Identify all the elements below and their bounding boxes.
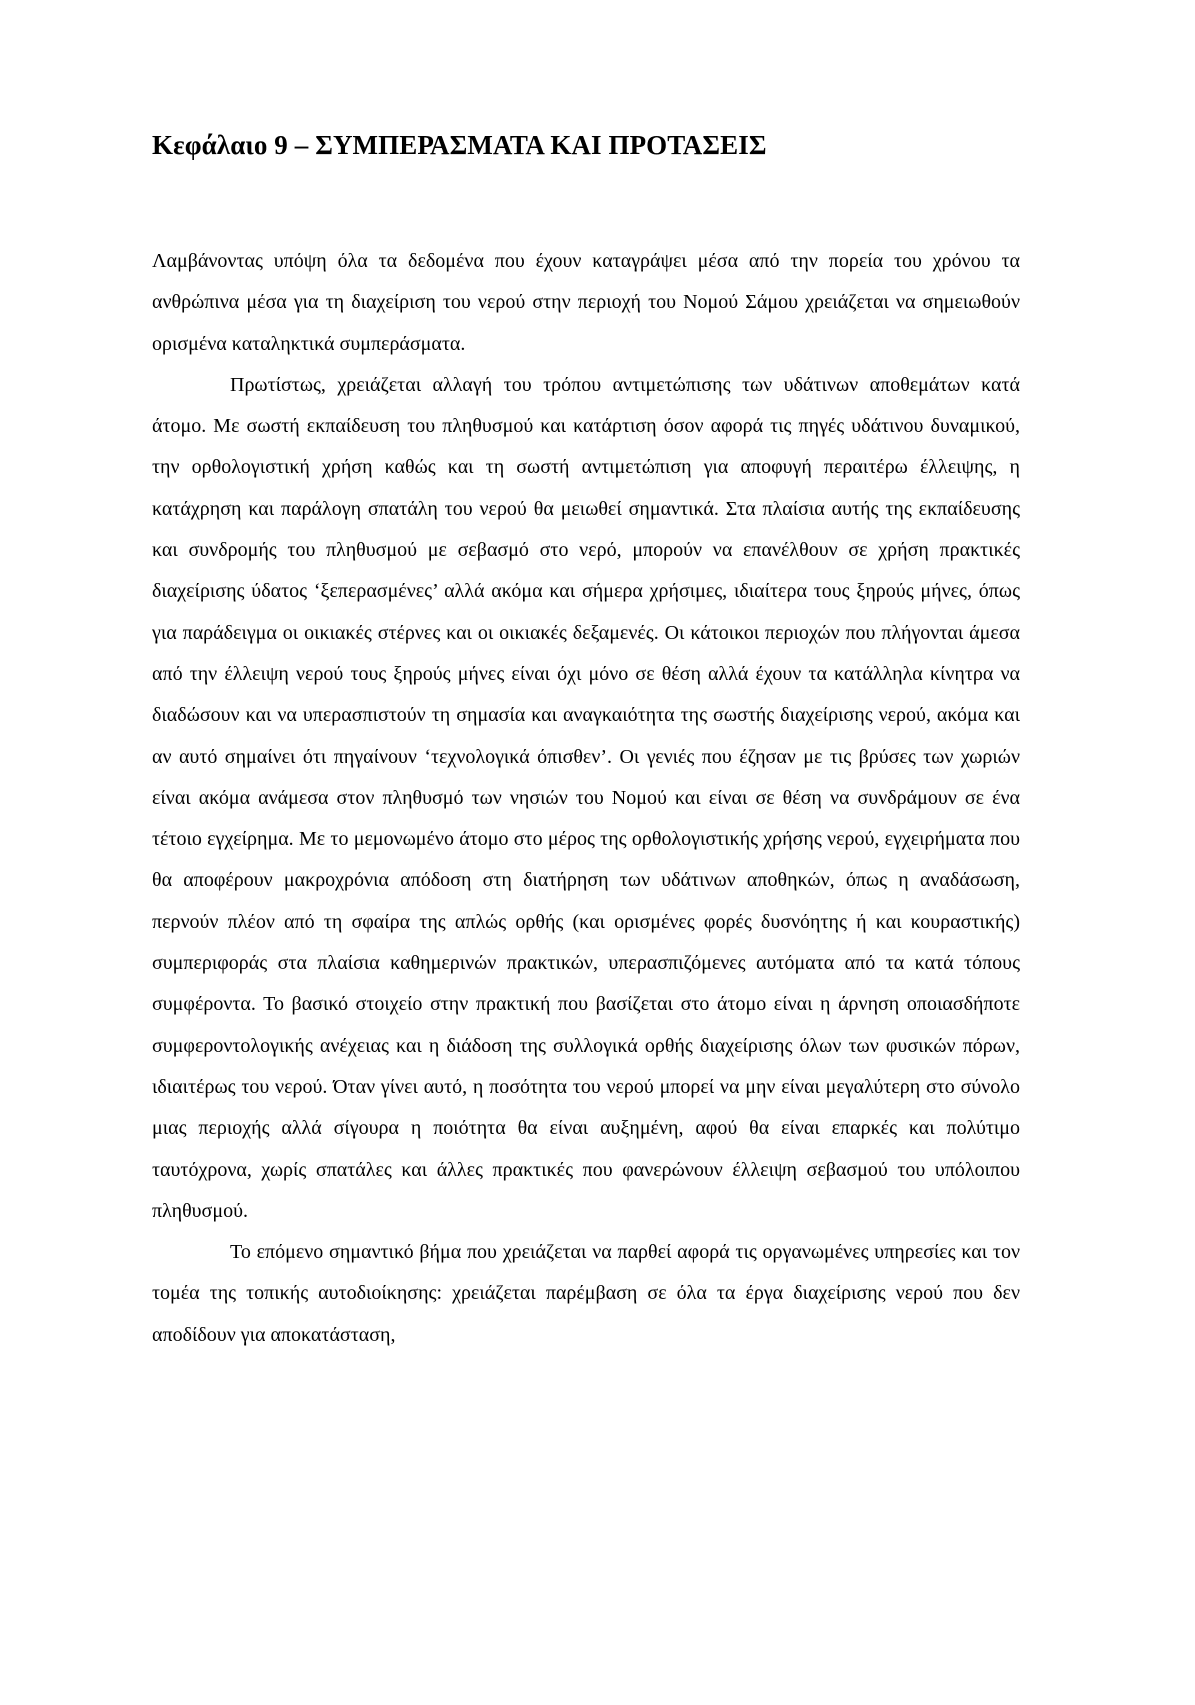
paragraph-individual-education: Πρωτίστως, χρειάζεται αλλαγή του τρόπου αντιμετώπισης των υδάτινων αποθεμάτων κατά άτομο. Με σωστή εκπαίδευση του πληθυσμού και κατάρτιση όσον αφορά τις πηγές υδάτινου δυναμικού, την ορθολογιστική χρήση καθώς και τη σωστή αντιμετώπιση για αποφυγή περαιτέρω έλλειψης, η κατάχρηση και παράλογη σπατάλη του νερού θα μειωθεί σημαντικά. Στα πλαίσια αυτής της εκπαίδευσης και συνδρομής του πληθυσμού με σεβασμό στο νερό, μπορούν να επανέλθουν σε χρήση πρακτικές διαχείρισης ύδατος ‘ξεπερασμένες’ αλλά ακόμα και σήμερα χρήσιμες, ιδιαίτερα τους ξηρούς μήνες, όπως για παράδειγμα οι οικιακές στέρνες και οι οικιακές δεξαμενές. Οι κάτοικοι περιοχών που πλήγονται άμεσα από την έλλειψη νερού τους ξηρούς μήνες είναι όχι μόνο σε θέση αλλά έχουν τα κατάλληλα κίνητρα να διαδώσουν και να υπερασπιστούν τη σημασία και αναγκαιότητα της σωστής διαχείρισης νερού, ακόμα και αν αυτό σημαίνει ότι πηγαίνουν ‘τεχνολογικά όπισθεν’. Οι γενιές που έζησαν με τις βρύσες των χωριών είναι ακόμα ανάμεσα στον πληθυσμό των νησιών του Νομού και είναι σε θέση να συνδράμουν σε ένα τέτοιο εγχείρημα. Με το μεμονωμένο άτομο στο μέρος της ορθολογιστικής χρήσης νερού, εγχειρήματα που θα αποφέρουν μακροχρόνια απόδοση στη διατήρηση των υδάτινων αποθηκών, όπως η αναδάσωση, περνούν πλέον από τη σφαίρα της απλώς ορθής (και ορισμένες φορές δυσνόητης ή και κουραστικής) συμπεριφοράς στα πλαίσια καθημερινών πρακτικών, υπερασπιζόμενες αυτόματα από τα κατά τόπους συμφέροντα. Το βασικό στοιχείο στην πρακτική που βασίζεται στο άτομο είναι η άρνηση οποιασδήποτε συμφεροντολογικής ανέχειας και η διάδοση της συλλογικά ορθής διαχείρισης όλων των φυσικών πόρων, ιδιαιτέρως του νερού. Όταν γίνει αυτό, η ποσότητα του νερού μπορεί να μην είναι μεγαλύτερη στο σύνολο μιας περιοχής αλλά σίγουρα η ποιότητα θα είναι αυξημένη, αφού θα είναι επαρκές και πολύτιμο ταυτόχρονα, χωρίς σπατάλες και άλλες πρακτικές που φανερώνουν έλλειψη σεβασμού του υπόλοιπου πληθυσμού. [152,373,1020,1222]
paragraph-intro: Λαμβάνοντας υπόψη όλα τα δεδομένα που έχουν καταγράψει μέσα από την πορεία του χρόνου τα ανθρώπινα μέσα για τη διαχείριση του νερού στην περιοχή του Νομού Σάμου χρειάζεται να σημειωθούν ορισμένα καταληκτικά συμπεράσματα. [152,250,1020,355]
paragraph-next-step: Το επόμενο σημαντικό βήμα που χρειάζεται να παρθεί αφορά τις οργανωμένες υπηρεσίες και τον τομέα της τοπικής αυτοδιοίκησης: χρειάζεται παρέμβαση σε όλα τα έργα διαχείρισης νερού που δεν αποδίδουν για αποκατάσταση, [152,1241,1020,1346]
chapter-title: Κεφάλαιο 9 – ΣΥΜΠΕΡΑΣΜΑΤΑ ΚΑΙ ΠΡΟΤΑΣΕΙΣ [152,130,767,160]
document-body [152,241,1020,1356]
